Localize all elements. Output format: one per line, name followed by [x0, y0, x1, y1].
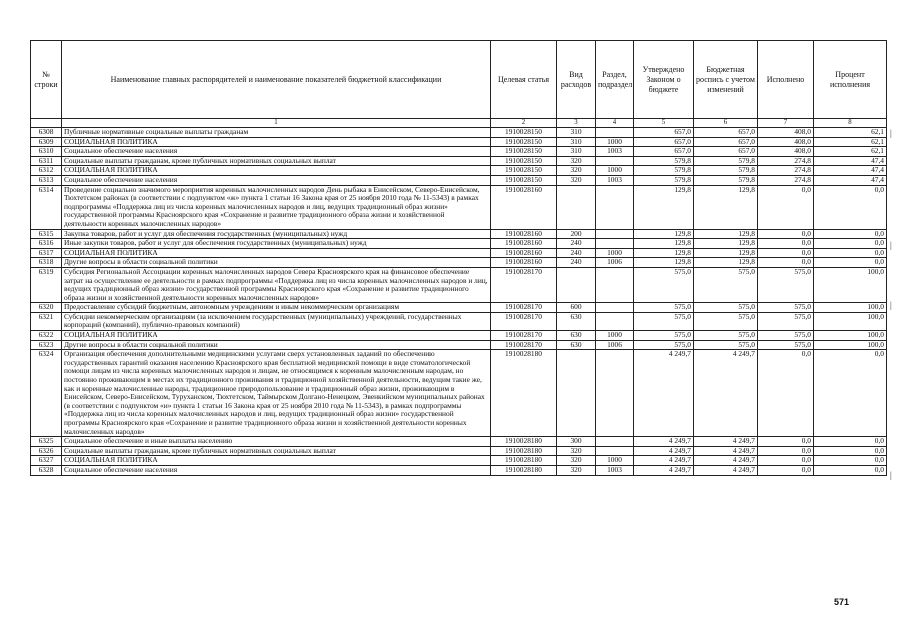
executed-amount-cell: 0,0: [758, 248, 814, 258]
table-row: [31, 303, 887, 313]
approved-amount-cell: 579,8: [634, 156, 694, 166]
column-number: 4: [596, 119, 634, 128]
header-percent: Процент исполнения: [814, 41, 887, 119]
section-cell: [596, 303, 634, 313]
budget-list-amount-cell: 657,0: [694, 137, 758, 147]
budget-report-sheet: [30, 40, 886, 610]
approved-amount-cell: 579,8: [634, 175, 694, 185]
table-row: [31, 239, 887, 249]
approved-amount-cell: 657,0: [634, 128, 694, 138]
table-row: [31, 437, 887, 447]
column-number-row: [31, 119, 887, 128]
indicator-name-cell: Организация обеспечения дополнительными медицинскими услугами сверх установленных заданий по обеспечению государственных гарантий оказания населению Красноярского края бесплатной медицинской помощи в виде стоматологической помощи лицам из числа коренных малочисленных народов и лицам, не относящимся к коренным малочисленным народам, но постоянно проживающим в местах их традиционного проживания и традиционной хозяйственной деятельности, ведущим такие же, как и коренные малочисленные народы, традиционное природопользование и традиционный образ жизни, проживающим в Енисейском, Северо-Енисейском, Туруханском, Тюхтетском, Таймырском Долгано-Ненецком, Эвенкийском муниципальных районах (в соответствии с подпунктом «и» пункта 1 статьи 16 Закона края от 25 ноября 2010 года № 11-5343), в рамках подпрограммы «Поддержка лиц из числа коренных малочисленных народов и лиц, ведущих традиционный образ жизни» государственной программы Красноярского края «Сохранение и развитие традиционного образа жизни и хозяйственной деятельности коренных малочисленных народов»: [62, 350, 491, 437]
header-name: Наименование главных распорядителей и наименование показателей бюджетной классификации: [62, 41, 491, 119]
budget-list-amount-cell: 575,0: [694, 312, 758, 330]
table-row: [31, 128, 887, 138]
percent-cell: 0,0: [814, 239, 887, 249]
budget-list-amount-cell: 579,8: [694, 156, 758, 166]
indicator-name-cell: Проведение социально значимого мероприятия коренных малочисленных народов День рыбака в Енисейском, Северо-Енисейском, Тюхтетском районах (в соответствии с подпунктом «ж» пункта 1 статьи 16 Закона края от 25 ноября 2010 года № 11-5343) в рамках подпрограммы «Поддержка лиц из числа коренных малочисленных народов и лиц, ведущих традиционный образ жизни» государственной программы Красноярского края «Сохранение и развитие традиционного образа жизни и хозяйственной деятельности коренных малочисленных народов»: [62, 185, 491, 229]
approved-amount-cell: 575,0: [634, 267, 694, 302]
section-cell: [596, 156, 634, 166]
target-article-cell: 1910028170: [491, 331, 557, 341]
column-number: 5: [634, 119, 694, 128]
target-article-cell: 1910028180: [491, 446, 557, 456]
percent-cell: 100,0: [814, 312, 887, 330]
budget-list-amount-cell: 129,8: [694, 185, 758, 229]
margin-mark: |: [890, 300, 892, 310]
row-number-cell: 6315: [31, 229, 62, 239]
budget-list-amount-cell: 4 249,7: [694, 437, 758, 447]
target-article-cell: 1910028170: [491, 303, 557, 313]
table-row: [31, 456, 887, 466]
expense-kind-cell: 630: [557, 340, 596, 350]
approved-amount-cell: 575,0: [634, 331, 694, 341]
percent-cell: 62,1: [814, 147, 887, 157]
indicator-name-cell: СОЦИАЛЬНАЯ ПОЛИТИКА: [62, 456, 491, 466]
approved-amount-cell: 129,8: [634, 239, 694, 249]
percent-cell: 62,1: [814, 137, 887, 147]
header-executed: Исполнено: [758, 41, 814, 119]
expense-kind-cell: 310: [557, 137, 596, 147]
row-number-cell: 6324: [31, 350, 62, 437]
table-row: [31, 185, 887, 229]
executed-amount-cell: 0,0: [758, 437, 814, 447]
executed-amount-cell: 0,0: [758, 258, 814, 268]
row-number-cell: 6326: [31, 446, 62, 456]
approved-amount-cell: 4 249,7: [634, 456, 694, 466]
approved-amount-cell: 579,8: [634, 166, 694, 176]
table-row: [31, 465, 887, 475]
approved-amount-cell: 129,8: [634, 248, 694, 258]
indicator-name-cell: Социальное обеспечение и иные выплаты населению: [62, 437, 491, 447]
target-article-cell: 1910028160: [491, 185, 557, 229]
row-number-cell: 6323: [31, 340, 62, 350]
approved-amount-cell: 4 249,7: [634, 465, 694, 475]
table-row: [31, 331, 887, 341]
expense-kind-cell: 320: [557, 166, 596, 176]
target-article-cell: 1910028180: [491, 465, 557, 475]
header-section: Раздел, подраздел: [596, 41, 634, 119]
target-article-cell: 1910028160: [491, 239, 557, 249]
percent-cell: 47,4: [814, 156, 887, 166]
expense-kind-cell: 240: [557, 258, 596, 268]
section-cell: 1006: [596, 258, 634, 268]
row-number-cell: 6313: [31, 175, 62, 185]
section-cell: 1000: [596, 137, 634, 147]
percent-cell: 0,0: [814, 350, 887, 437]
target-article-cell: 1910028170: [491, 267, 557, 302]
budget-list-amount-cell: 129,8: [694, 239, 758, 249]
indicator-name-cell: Другие вопросы в области социальной политики: [62, 258, 491, 268]
row-number-cell: 6325: [31, 437, 62, 447]
budget-list-amount-cell: 129,8: [694, 248, 758, 258]
section-cell: [596, 239, 634, 249]
indicator-name-cell: СОЦИАЛЬНАЯ ПОЛИТИКА: [62, 137, 491, 147]
section-cell: 1000: [596, 166, 634, 176]
table-row: [31, 312, 887, 330]
expense-kind-cell: 320: [557, 465, 596, 475]
indicator-name-cell: Закупка товаров, работ и услуг для обеспечения государственных (муниципальных) нужд: [62, 229, 491, 239]
expense-kind-cell: [557, 185, 596, 229]
column-number: 6: [694, 119, 758, 128]
executed-amount-cell: 0,0: [758, 446, 814, 456]
row-number-cell: 6308: [31, 128, 62, 138]
target-article-cell: 1910028170: [491, 340, 557, 350]
expense-kind-cell: 600: [557, 303, 596, 313]
indicator-name-cell: СОЦИАЛЬНАЯ ПОЛИТИКА: [62, 166, 491, 176]
budget-list-amount-cell: 575,0: [694, 303, 758, 313]
expense-kind-cell: 200: [557, 229, 596, 239]
budget-list-amount-cell: 575,0: [694, 331, 758, 341]
executed-amount-cell: 575,0: [758, 303, 814, 313]
approved-amount-cell: 657,0: [634, 147, 694, 157]
budget-list-amount-cell: 575,0: [694, 340, 758, 350]
header-row-no: № строки: [31, 41, 62, 119]
section-cell: [596, 312, 634, 330]
executed-amount-cell: 575,0: [758, 312, 814, 330]
expense-kind-cell: 320: [557, 156, 596, 166]
row-number-cell: 6328: [31, 465, 62, 475]
section-cell: [596, 128, 634, 138]
budget-list-amount-cell: 575,0: [694, 267, 758, 302]
approved-amount-cell: 4 249,7: [634, 437, 694, 447]
section-cell: 1003: [596, 465, 634, 475]
indicator-name-cell: СОЦИАЛЬНАЯ ПОЛИТИКА: [62, 248, 491, 258]
percent-cell: 100,0: [814, 267, 887, 302]
row-number-cell: 6314: [31, 185, 62, 229]
percent-cell: 100,0: [814, 331, 887, 341]
section-cell: [596, 437, 634, 447]
indicator-name-cell: Иные закупки товаров, работ и услуг для обеспечения государственных (муниципальных) нужд: [62, 239, 491, 249]
executed-amount-cell: 0,0: [758, 239, 814, 249]
percent-cell: 100,0: [814, 303, 887, 313]
table-row: [31, 137, 887, 147]
row-number-cell: 6327: [31, 456, 62, 466]
header-approved: Утверждено Законом о бюджете: [634, 41, 694, 119]
approved-amount-cell: 575,0: [634, 340, 694, 350]
target-article-cell: 1910028150: [491, 166, 557, 176]
column-number: 7: [758, 119, 814, 128]
table-row: [31, 166, 887, 176]
percent-cell: 100,0: [814, 340, 887, 350]
executed-amount-cell: 0,0: [758, 185, 814, 229]
indicator-name-cell: Социальное обеспечение населения: [62, 465, 491, 475]
section-cell: [596, 267, 634, 302]
section-cell: [596, 185, 634, 229]
budget-list-amount-cell: 4 249,7: [694, 465, 758, 475]
executed-amount-cell: 575,0: [758, 340, 814, 350]
approved-amount-cell: 129,8: [634, 258, 694, 268]
section-cell: [596, 446, 634, 456]
column-number-blank: [31, 119, 62, 128]
margin-mark: |: [890, 240, 892, 250]
section-cell: 1003: [596, 147, 634, 157]
header-kind: Вид расходов: [557, 41, 596, 119]
margin-mark: |: [890, 128, 892, 138]
column-number: 1: [62, 119, 491, 128]
row-number-cell: 6316: [31, 239, 62, 249]
indicator-name-cell: Социальное обеспечение населения: [62, 147, 491, 157]
indicator-name-cell: Субсидия Региональной Ассоциации коренных малочисленных народов Севера Красноярского края на финансовое обеспечение затрат на осуществление ее деятельности в рамках подпрограммы «Поддержка лиц из числа коренных малочисленных народов и лиц, ведущих традиционный образ жизни» государственной программы Красноярского края «Сохранение и развитие традиционного образа жизни и хозяйственной деятельности коренных малочисленных народов»: [62, 267, 491, 302]
approved-amount-cell: 575,0: [634, 303, 694, 313]
table-row: [31, 248, 887, 258]
executed-amount-cell: 274,8: [758, 156, 814, 166]
percent-cell: 0,0: [814, 185, 887, 229]
executed-amount-cell: 0,0: [758, 465, 814, 475]
approved-amount-cell: 129,8: [634, 185, 694, 229]
executed-amount-cell: 274,8: [758, 175, 814, 185]
target-article-cell: 1910028160: [491, 248, 557, 258]
target-article-cell: 1910028180: [491, 350, 557, 437]
header-target: Целевая статья: [491, 41, 557, 119]
budget-list-amount-cell: 129,8: [694, 229, 758, 239]
page-number: 571: [834, 597, 850, 607]
budget-list-amount-cell: 129,8: [694, 258, 758, 268]
indicator-name-cell: Социальное обеспечение населения: [62, 175, 491, 185]
section-cell: 1000: [596, 331, 634, 341]
table-row: [31, 267, 887, 302]
executed-amount-cell: 408,0: [758, 147, 814, 157]
executed-amount-cell: 0,0: [758, 350, 814, 437]
budget-list-amount-cell: 4 249,7: [694, 350, 758, 437]
indicator-name-cell: Социальные выплаты гражданам, кроме публичных нормативных социальных выплат: [62, 156, 491, 166]
budget-list-amount-cell: 4 249,7: [694, 456, 758, 466]
table-row: [31, 340, 887, 350]
table-row: [31, 175, 887, 185]
row-number-cell: 6322: [31, 331, 62, 341]
approved-amount-cell: 129,8: [634, 229, 694, 239]
indicator-name-cell: Социальные выплаты гражданам, кроме публичных нормативных социальных выплат: [62, 446, 491, 456]
table-row: [31, 229, 887, 239]
row-number-cell: 6320: [31, 303, 62, 313]
percent-cell: 0,0: [814, 258, 887, 268]
budget-list-amount-cell: 4 249,7: [694, 446, 758, 456]
target-article-cell: 1910028170: [491, 312, 557, 330]
executed-amount-cell: 408,0: [758, 128, 814, 138]
budget-list-amount-cell: 657,0: [694, 128, 758, 138]
executed-amount-cell: 0,0: [758, 456, 814, 466]
indicator-name-cell: Публичные нормативные социальные выплаты гражданам: [62, 128, 491, 138]
table-body: [31, 128, 887, 476]
budget-list-amount-cell: 657,0: [694, 147, 758, 157]
column-number: 8: [814, 119, 887, 128]
budget-list-amount-cell: 579,8: [694, 166, 758, 176]
section-cell: [596, 229, 634, 239]
expense-kind-cell: 320: [557, 446, 596, 456]
target-article-cell: 1910028150: [491, 175, 557, 185]
expense-kind-cell: 630: [557, 331, 596, 341]
table-row: [31, 446, 887, 456]
indicator-name-cell: Предоставление субсидий бюджетным, автономным учреждениям и иным некоммерческим организациям: [62, 303, 491, 313]
target-article-cell: 1910028180: [491, 456, 557, 466]
percent-cell: 0,0: [814, 437, 887, 447]
section-cell: 1000: [596, 456, 634, 466]
row-number-cell: 6312: [31, 166, 62, 176]
target-article-cell: 1910028150: [491, 128, 557, 138]
expense-kind-cell: [557, 350, 596, 437]
approved-amount-cell: 657,0: [634, 137, 694, 147]
expense-kind-cell: 240: [557, 248, 596, 258]
table-header-row: [31, 41, 887, 119]
target-article-cell: 1910028160: [491, 258, 557, 268]
row-number-cell: 6310: [31, 147, 62, 157]
expense-kind-cell: [557, 267, 596, 302]
approved-amount-cell: 575,0: [634, 312, 694, 330]
section-cell: 1000: [596, 248, 634, 258]
percent-cell: 47,4: [814, 166, 887, 176]
target-article-cell: 1910028160: [491, 229, 557, 239]
row-number-cell: 6309: [31, 137, 62, 147]
target-article-cell: 1910028150: [491, 137, 557, 147]
table-row: [31, 156, 887, 166]
percent-cell: 0,0: [814, 465, 887, 475]
percent-cell: 0,0: [814, 229, 887, 239]
target-article-cell: 1910028180: [491, 437, 557, 447]
table-row: [31, 350, 887, 437]
table-row: [31, 147, 887, 157]
expense-kind-cell: 310: [557, 147, 596, 157]
section-cell: 1006: [596, 340, 634, 350]
row-number-cell: 6311: [31, 156, 62, 166]
table-row: [31, 258, 887, 268]
indicator-name-cell: Субсидии некоммерческим организациям (за исключением государственных (муниципальных) учреждений, государственных корпораций (компаний), публично-правовых компаний): [62, 312, 491, 330]
section-cell: 1003: [596, 175, 634, 185]
expense-kind-cell: 310: [557, 128, 596, 138]
target-article-cell: 1910028150: [491, 156, 557, 166]
approved-amount-cell: 4 249,7: [634, 446, 694, 456]
executed-amount-cell: 575,0: [758, 331, 814, 341]
row-number-cell: 6321: [31, 312, 62, 330]
executed-amount-cell: 0,0: [758, 229, 814, 239]
indicator-name-cell: СОЦИАЛЬНАЯ ПОЛИТИКА: [62, 331, 491, 341]
percent-cell: 0,0: [814, 446, 887, 456]
column-number: 2: [491, 119, 557, 128]
margin-mark: |: [890, 470, 892, 480]
section-cell: [596, 350, 634, 437]
percent-cell: 47,4: [814, 175, 887, 185]
row-number-cell: 6319: [31, 267, 62, 302]
expense-kind-cell: 320: [557, 175, 596, 185]
expense-kind-cell: 630: [557, 312, 596, 330]
executed-amount-cell: 408,0: [758, 137, 814, 147]
expense-kind-cell: 320: [557, 456, 596, 466]
budget-execution-table: [30, 40, 887, 476]
approved-amount-cell: 4 249,7: [634, 350, 694, 437]
indicator-name-cell: Другие вопросы в области социальной политики: [62, 340, 491, 350]
percent-cell: 0,0: [814, 456, 887, 466]
percent-cell: 62,1: [814, 128, 887, 138]
percent-cell: 0,0: [814, 248, 887, 258]
expense-kind-cell: 240: [557, 239, 596, 249]
column-number: 3: [557, 119, 596, 128]
row-number-cell: 6317: [31, 248, 62, 258]
executed-amount-cell: 274,8: [758, 166, 814, 176]
header-budget-list: Бюджетная роспись с учетом изменений: [694, 41, 758, 119]
budget-list-amount-cell: 579,8: [694, 175, 758, 185]
executed-amount-cell: 575,0: [758, 267, 814, 302]
row-number-cell: 6318: [31, 258, 62, 268]
target-article-cell: 1910028150: [491, 147, 557, 157]
expense-kind-cell: 300: [557, 437, 596, 447]
